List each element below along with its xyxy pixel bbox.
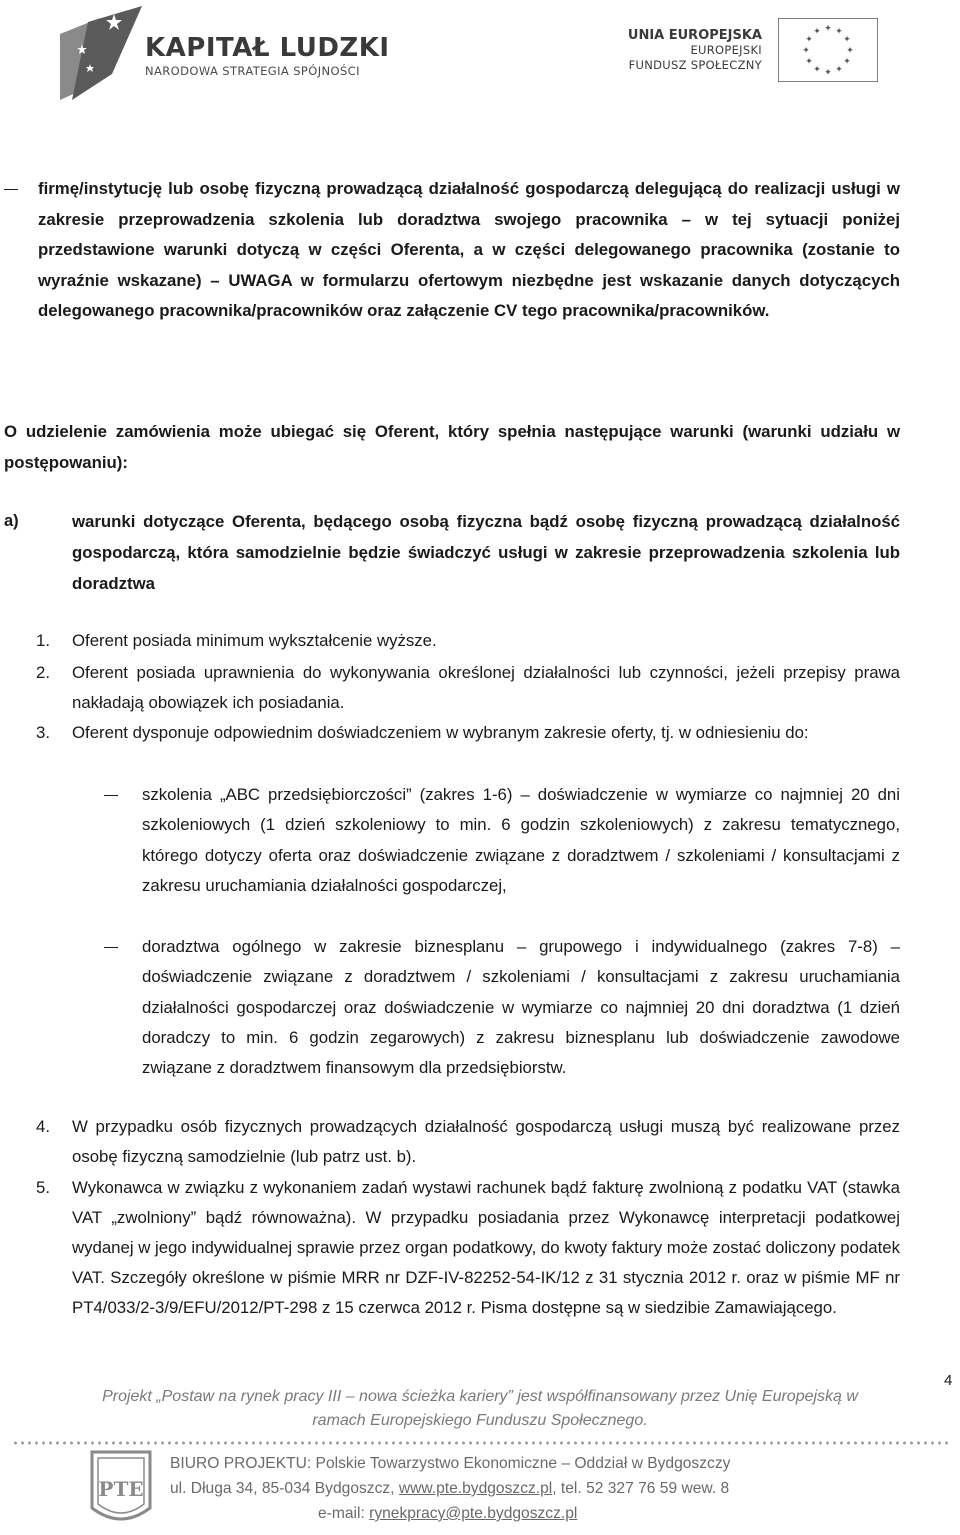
office-address: ul. Długa 34, 85-034 Bydgoszcz, xyxy=(170,1480,399,1497)
office-line1: BIURO PROJEKTU: Polskie Towarzystwo Ekonomiczne – Oddział w Bydgoszczy xyxy=(170,1455,731,1472)
svg-text:PTE: PTE xyxy=(98,1477,144,1501)
pte-logo xyxy=(88,1448,154,1532)
office-email-link[interactable]: rynekpracy@pte.bydgoszcz.pl xyxy=(369,1505,578,1522)
office-line2 xyxy=(170,1476,730,1501)
svg-text:✦: ✦ xyxy=(843,35,851,45)
svg-text:✦: ✦ xyxy=(843,57,851,67)
page-header xyxy=(0,0,960,110)
project-line2: ramach Europejskiego Funduszu Społecznego. xyxy=(312,1412,648,1429)
svg-text:✦: ✦ xyxy=(835,27,843,37)
list-item-text: Wykonawca w związku z wykonaniem zadań wystawi rachunek bądź fakturę zwolnioną z podatku VAT (stawka VAT „zwolniony” bądź równoważna). W przypadku posiadania przez Wykonawcę interpretacji podatkowej wydanej w jego indywidualnej sprawie przez organ podatkowy, do kwoty faktury może zostać doliczony podatek VAT. Szczegóły określone w piśmie MRR nr DZF-IV-82252-54-IK/12 z 31 stycznia 2012 r. oraz w piśmie MF nr PT4/033/2-3/9/EFU/2012/PT-298 z 15 czerwca 2012 r. Pisma dostępne są w siedzibie Zamawiającego. xyxy=(72,1178,900,1317)
subitem-dash xyxy=(104,932,118,948)
svg-text:✦: ✦ xyxy=(813,65,821,75)
list-item-number: 5. xyxy=(36,1178,50,1197)
office-footer xyxy=(170,1451,730,1526)
list-item-text: W przypadku osób fizycznych prowadzących działalność gospodarczą usługi muszą być realizowane przez osobę fizyczną samodzielnie (lub patrz ust. b). xyxy=(72,1117,900,1166)
subitem-text: szkolenia „ABC przedsiębiorczości” (zakres 1-6) – doświadczenie w wymiarze co najmniej 20 dni szkoleniowych (1 dzień szkoleniowy to min. 6 godzin szkoleniowych) z zakresu tematycznego, którego dotyczy oferta oraz doświadczenie związane z doradztwem / szkoleniami / konsultacjami z zakresu uruchamiania działalności gospodarczej, xyxy=(142,785,900,895)
footer-dotted-divider xyxy=(12,1440,948,1446)
svg-text:✦: ✦ xyxy=(824,68,832,78)
list-item-number: 3. xyxy=(36,723,50,742)
svg-text:✦: ✦ xyxy=(813,27,821,37)
eu-line2: EUROPEJSKI xyxy=(690,43,762,57)
project-footer xyxy=(0,1385,960,1433)
conditions-paragraph: O udzielenie zamówienia może ubiegać się Oferent, który spełnia następujące warunki (warunki udziału w postępowaniu): xyxy=(4,422,900,472)
office-phone: , tel. 52 327 76 59 wew. 8 xyxy=(552,1480,730,1497)
eu-line3: FUNDUSZ SPOŁECZNY xyxy=(628,58,762,72)
section-a-label: a) xyxy=(4,512,19,530)
kapital-ludzki-logo xyxy=(52,4,147,102)
svg-text:✦: ✦ xyxy=(805,57,813,67)
list-item-text: Oferent posiada uprawnienia do wykonywania określonej działalności lub czynności, jeżeli przepisy prawa nakładają obowiązek ich posiadania. xyxy=(72,663,900,712)
eu-wordmark xyxy=(628,28,762,73)
eu-line1: UNIA EUROPEJSKA xyxy=(627,28,762,43)
office-line3 xyxy=(170,1501,730,1526)
subitem-dash xyxy=(104,780,118,796)
svg-text:✦: ✦ xyxy=(846,46,854,56)
list-item-number: 1. xyxy=(36,631,50,650)
office-email-label: e-mail: xyxy=(318,1505,370,1522)
svg-text:✦: ✦ xyxy=(805,35,813,45)
kapital-ludzki-wordmark xyxy=(145,34,390,78)
list-item-text: Oferent posiada minimum wykształcenie wyższe. xyxy=(72,631,437,650)
page-number: 4 xyxy=(944,1372,953,1389)
svg-text:✦: ✦ xyxy=(802,46,810,56)
kl-title: KAPITAŁ LUDZKI xyxy=(145,33,390,63)
list-item-number: 2. xyxy=(36,663,50,682)
svg-text:✦: ✦ xyxy=(835,65,843,75)
section-a-text: warunki dotyczące Oferenta, będącego osobą fizyczna bądź osobę fizyczną prowadzącą działalność gospodarczą, która samodzielnie będzie świadczyć usługi w zakresie przeprowadzenia szkolenia lub doradztwa xyxy=(72,512,900,593)
kl-subtitle: NARODOWA STRATEGIA SPÓJNOŚCI xyxy=(145,64,360,78)
list-item-text: Oferent dysponuje odpowiednim doświadczeniem w wybranym zakresie oferty, tj. w odniesieniu do: xyxy=(72,723,809,742)
intro-dash xyxy=(4,174,18,190)
svg-text:✦: ✦ xyxy=(824,24,832,34)
eu-flag-icon xyxy=(778,18,878,82)
list-item-number: 4. xyxy=(36,1117,50,1136)
intro-paragraph: firmę/instytucję lub osobę fizyczną prowadzącą działalność gospodarczą delegującą do realizacji usługi w zakresie przeprowadzenia szkolenia lub doradztwa swojego pracownika – w tej sytuacji poniżej przedstawione warunki dotyczą w części Oferenta, a w części delegowanego pracownika (zostanie to wyraźnie wskazane) – UWAGA w formularzu ofertowym niezbędne jest wskazanie danych dotyczących delegowanego pracownika/pracowników oraz załączenie CV tego pracownika/pracowników. xyxy=(38,179,900,321)
project-line1: Projekt „Postaw na rynek pracy III – nowa ścieżka kariery” jest współfinansowany przez Unię Europejską w xyxy=(102,1388,858,1405)
office-www-link[interactable]: www.pte.bydgoszcz.pl xyxy=(398,1480,553,1497)
subitem-text: doradztwa ogólnego w zakresie biznesplanu – grupowego i indywidualnego (zakres 7-8) – doświadczenie związane z doradztwem / szkoleniami / konsultacjami z zakresu uruchamiania działalności gospodarczej oraz doświadczenie w wymiarze co najmniej 20 dni doradztwa (1 dzień doradczy to min. 6 godzin zegarowych) z zakresu biznesplanu lub doświadczenie zawodowe związane z doradztwem finansowym dla przedsiębiorstw. xyxy=(142,937,900,1078)
